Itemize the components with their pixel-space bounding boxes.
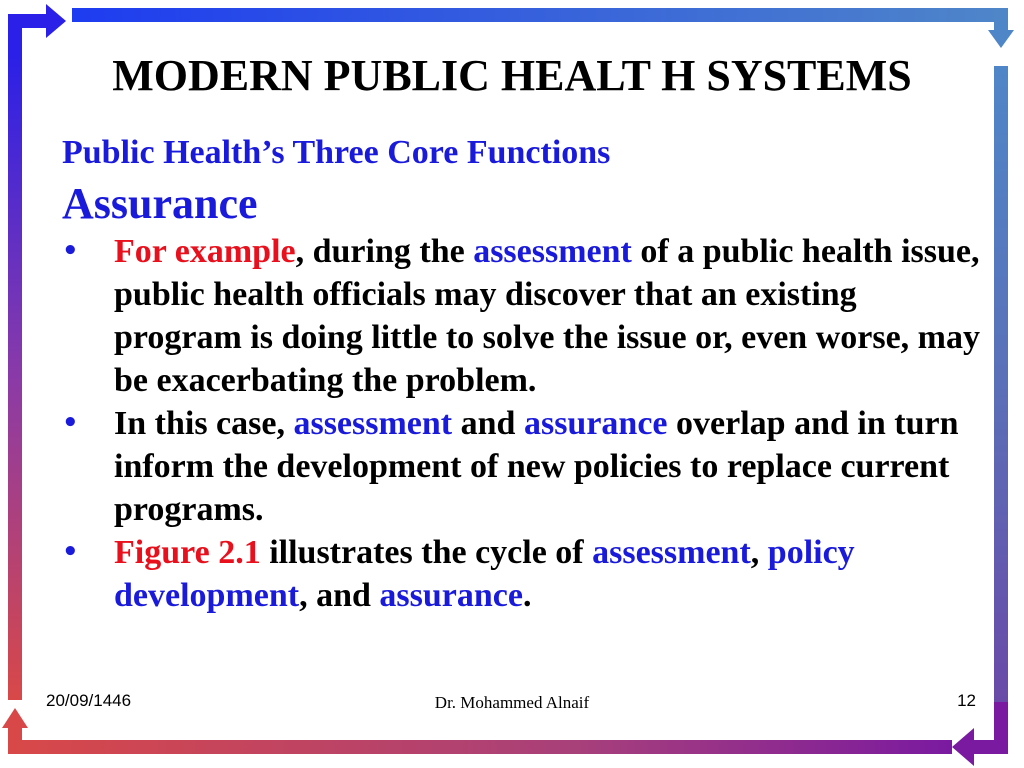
section-heading: Assurance [62, 179, 258, 228]
bullet-text-segment: overlap and in turn inform the development of new policies to replace current programs. [114, 405, 959, 528]
bullet-text-segment: and [452, 405, 524, 442]
bullet-text-segment: of a public health issue, public health officials may discover that an existing program is doing little to solve the issue or, even worse, may be exacerbating the problem. [114, 233, 980, 399]
arrow-down-icon [988, 30, 1014, 48]
frame-bottom-bar [8, 740, 952, 754]
bullet-text-segment: assessment [293, 405, 453, 442]
bullet-text-segment: Figure 2.1 [114, 534, 261, 571]
bullet-text-segment: , during the [295, 233, 474, 270]
bullet-text-segment: In this case, [114, 405, 294, 442]
frame-right-bar [994, 66, 1008, 702]
footer-date: 20/09/1446 [46, 691, 132, 710]
bullet-list [62, 230, 982, 617]
frame-top-bar [72, 8, 1008, 30]
bullet-text-segment: , [750, 534, 768, 571]
slide-title: MODERN PUBLIC HEALT H SYSTEMS [112, 51, 912, 100]
bullet-item [62, 531, 982, 617]
bullet-text-segment: assessment [473, 233, 632, 270]
slide-subtitle: Public Health’s Three Core Functions [62, 134, 611, 171]
bullet-item [62, 402, 982, 531]
bullet-text-segment: , and [299, 577, 380, 614]
bullet-text-segment: assessment [592, 534, 751, 571]
bullet-text-segment: . [522, 577, 532, 614]
bullet-dot-icon: • [62, 236, 79, 266]
bullet-text-segment: illustrates the cycle of [260, 534, 593, 571]
arrow-corner-top-left-icon [8, 4, 66, 52]
page-number: 12 [957, 691, 976, 710]
bullet-text-segment: policy development [114, 534, 855, 614]
footer-author: Dr. Mohammed Alnaif [434, 693, 590, 712]
bullet-text-segment: assurance [523, 405, 668, 442]
bullet-text-segment: For example [114, 233, 296, 270]
bullet-dot-icon: • [62, 408, 79, 438]
bullet-item [62, 230, 982, 402]
frame-left-bar [8, 52, 22, 700]
bullet-text-segment: assurance [379, 577, 523, 614]
bullet-dot-icon: • [62, 537, 79, 567]
